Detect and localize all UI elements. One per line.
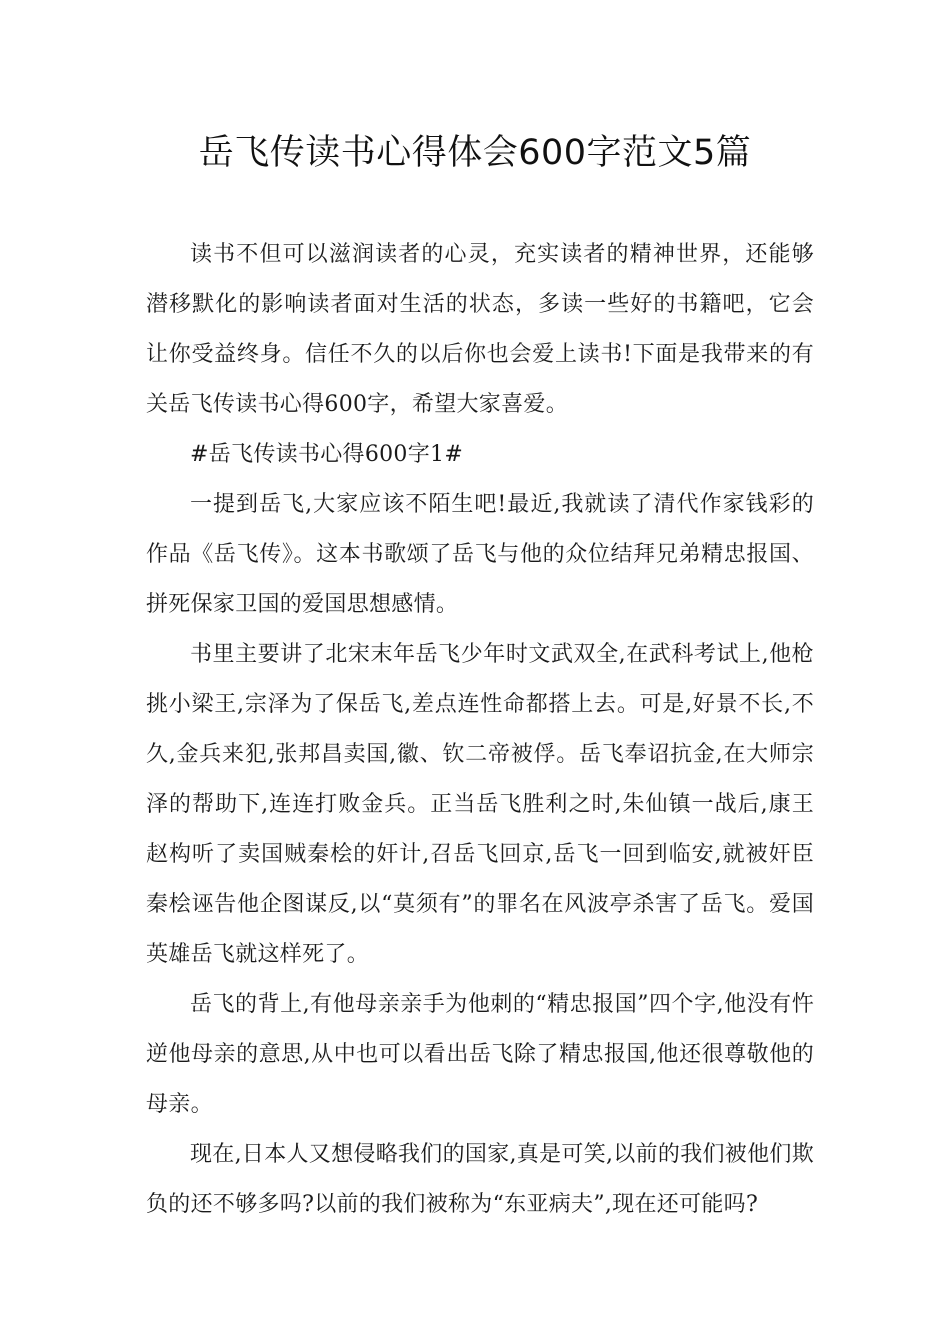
document-title: 岳飞传读书心得体会600字范文5篇 <box>198 133 752 173</box>
body-paragraph: 一提到岳飞,大家应该不陌生吧!最近,我就读了清代作家钱彩的作品《岳飞传》。这本书歌颂了岳飞与他的众位结拜兄弟精忠报国、拼死保家卫国的爱国思想感情。 <box>146 492 814 617</box>
section-heading: #岳飞传读书心得600字1# <box>190 442 464 467</box>
document-body <box>146 230 814 1230</box>
body-paragraph: 岳飞的背上,有他母亲亲手为他刺的“精忠报国”四个字,他没有忤逆他母亲的意思,从中也可以看出岳飞除了精忠报国,他还很尊敬他的母亲。 <box>146 992 814 1117</box>
body-paragraph: 书里主要讲了北宋末年岳飞少年时文武双全,在武科考试上,他枪挑小梁王,宗泽为了保岳飞,差点连性命都搭上去。可是,好景不长,不久,金兵来犯,张邦昌卖国,徽、钦二帝被俘。岳飞奉诏抗金,在大师宗泽的帮助下,连连打败金兵。正当岳飞胜利之时,朱仙镇一战后,康王赵构听了卖国贼秦桧的奸计,召岳飞回京,岳飞一回到临安,就被奸臣秦桧诬告他企图谋反,以“莫须有”的罪名在风波亭杀害了岳飞。爱国英雄岳飞就这样死了。 <box>146 642 814 967</box>
body-paragraph: 读书不但可以滋润读者的心灵，充实读者的精神世界，还能够潜移默化的影响读者面对生活的状态，多读一些好的书籍吧，它会让你受益终身。信任不久的以后你也会爱上读书!下面是我带来的有关岳飞传读书心得600字，希望大家喜爱。 <box>146 242 814 417</box>
body-paragraph: 现在,日本人又想侵略我们的国家,真是可笑,以前的我们被他们欺负的还不够多吗?以前的我们被称为“东亚病夫”,现在还可能吗? <box>146 1142 814 1217</box>
